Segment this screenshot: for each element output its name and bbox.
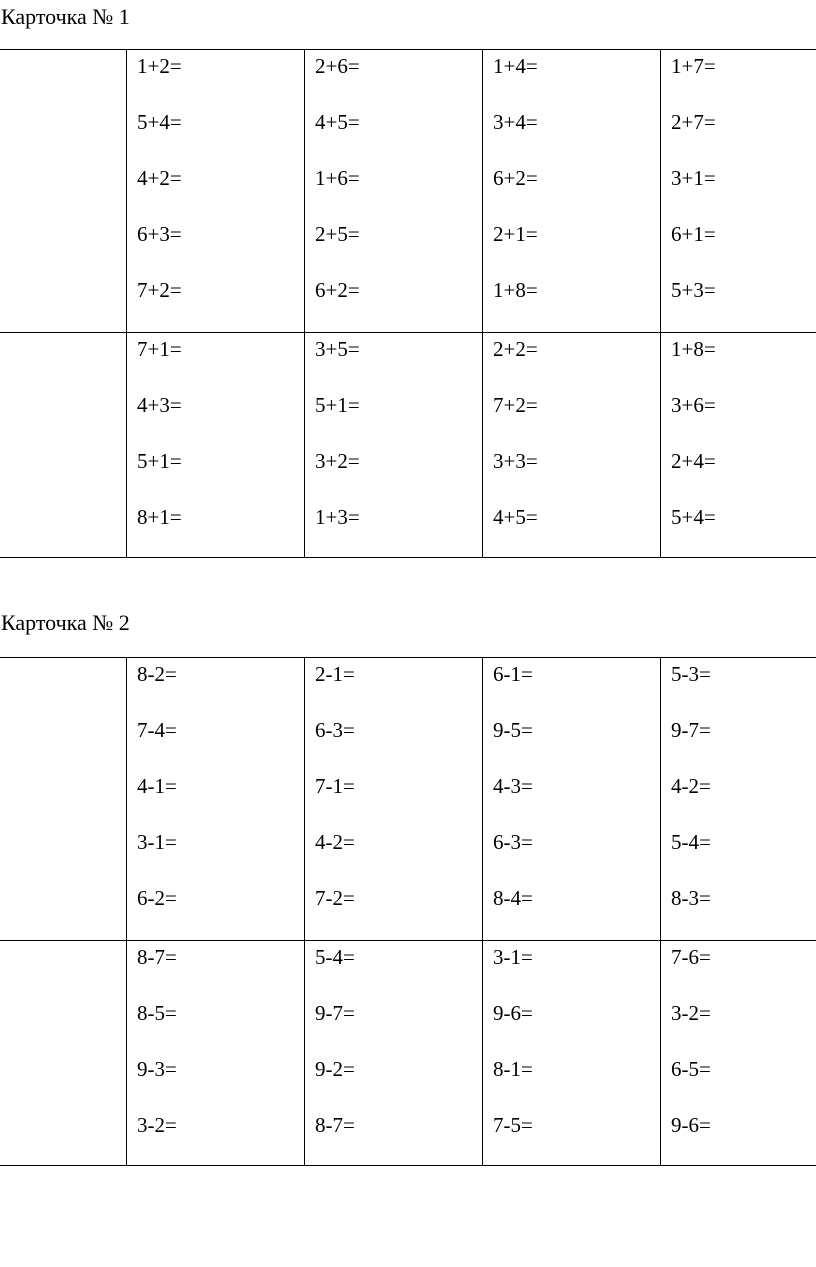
math-expression: 2+1= (493, 222, 538, 246)
math-expression: 5+3= (671, 278, 716, 302)
math-expression (0, 333, 126, 389)
math-expression: 2+4= (671, 449, 716, 473)
math-expression: 4-2= (671, 774, 711, 798)
math-expression (0, 162, 126, 218)
math-expression: 9-7= (671, 718, 711, 742)
math-expression: 9-7= (315, 1001, 355, 1025)
table-cell (305, 941, 483, 1166)
math-expression: 5-3= (671, 662, 711, 686)
math-expression: 4-1= (137, 774, 177, 798)
table-cell (483, 658, 661, 941)
math-expression: 8-7= (315, 1113, 355, 1137)
math-expression: 3+4= (493, 110, 538, 134)
math-expression (0, 218, 126, 274)
math-expression: 4-3= (493, 774, 533, 798)
math-expression (0, 882, 126, 938)
math-expression (0, 941, 126, 997)
card-2-table (0, 657, 816, 1166)
table-cell (127, 50, 305, 333)
math-expression: 7-6= (671, 945, 711, 969)
math-expression (0, 501, 126, 557)
math-expression: 1+6= (315, 166, 360, 190)
math-expression: 6-2= (137, 886, 177, 910)
math-expression: 9-5= (493, 718, 533, 742)
table-cell (127, 941, 305, 1166)
card-2-row-1 (0, 658, 816, 941)
math-expression: 5+4= (137, 110, 182, 134)
math-expression: 2-1= (315, 662, 355, 686)
table-cell (305, 333, 483, 558)
math-expression: 4+5= (315, 110, 360, 134)
math-expression: 2+6= (315, 54, 360, 78)
math-expression: 1+2= (137, 54, 182, 78)
table-cell (0, 333, 127, 558)
math-expression (0, 658, 126, 714)
card-1-row-1 (0, 50, 816, 333)
math-expression: 7-4= (137, 718, 177, 742)
math-expression: 4+2= (137, 166, 182, 190)
table-cell (661, 333, 816, 558)
math-expression: 3-1= (137, 830, 177, 854)
math-expression: 3+2= (315, 449, 360, 473)
math-expression: 7-2= (315, 886, 355, 910)
math-expression: 7+1= (137, 337, 182, 361)
table-cell (661, 941, 816, 1166)
math-expression: 1+4= (493, 54, 538, 78)
math-expression: 3+3= (493, 449, 538, 473)
table-cell (305, 50, 483, 333)
math-expression: 8-4= (493, 886, 533, 910)
math-expression (0, 50, 126, 106)
math-expression: 3+5= (315, 337, 360, 361)
table-cell (483, 50, 661, 333)
math-expression: 4+5= (493, 505, 538, 529)
math-expression: 5-4= (671, 830, 711, 854)
table-cell (127, 658, 305, 941)
math-expression: 9-2= (315, 1057, 355, 1081)
math-expression (0, 389, 126, 445)
math-expression (0, 1053, 126, 1109)
table-cell (127, 333, 305, 558)
math-expression: 6+1= (671, 222, 716, 246)
math-expression: 8+1= (137, 505, 182, 529)
math-expression: 7+2= (493, 393, 538, 417)
math-expression: 3-1= (493, 945, 533, 969)
math-expression: 7-1= (315, 774, 355, 798)
math-expression: 6+2= (315, 278, 360, 302)
table-cell (305, 658, 483, 941)
math-expression: 6-5= (671, 1057, 711, 1081)
table-cell (0, 658, 127, 941)
table-cell (483, 941, 661, 1166)
card-2-row-2 (0, 941, 816, 1166)
card-1-title: Карточка № 1 (1, 4, 130, 29)
math-expression: 5+4= (671, 505, 716, 529)
math-expression: 6+3= (137, 222, 182, 246)
math-expression: 3+6= (671, 393, 716, 417)
math-expression: 1+3= (315, 505, 360, 529)
math-expression: 6+2= (493, 166, 538, 190)
table-cell (661, 658, 816, 941)
math-expression: 5+1= (137, 449, 182, 473)
math-expression (0, 770, 126, 826)
math-expression: 2+7= (671, 110, 716, 134)
math-expression (0, 106, 126, 162)
math-expression: 5-4= (315, 945, 355, 969)
math-expression: 9-6= (493, 1001, 533, 1025)
math-expression (0, 997, 126, 1053)
math-expression (0, 714, 126, 770)
math-expression: 3-2= (671, 1001, 711, 1025)
math-expression: 8-2= (137, 662, 177, 686)
math-expression: 7-5= (493, 1113, 533, 1137)
math-expression: 8-5= (137, 1001, 177, 1025)
math-expression: 2+5= (315, 222, 360, 246)
math-expression: 5+1= (315, 393, 360, 417)
math-expression: 7+2= (137, 278, 182, 302)
table-cell (661, 50, 816, 333)
math-expression: 8-3= (671, 886, 711, 910)
math-expression (0, 1109, 126, 1165)
math-expression: 1+7= (671, 54, 716, 78)
math-expression: 1+8= (671, 337, 716, 361)
math-expression: 8-1= (493, 1057, 533, 1081)
math-expression: 3+1= (671, 166, 716, 190)
table-cell (0, 50, 127, 333)
math-expression: 2+2= (493, 337, 538, 361)
math-expression: 3-2= (137, 1113, 177, 1137)
math-expression (0, 445, 126, 501)
math-expression (0, 826, 126, 882)
math-expression: 6-3= (315, 718, 355, 742)
math-expression: 1+8= (493, 278, 538, 302)
card-1-table (0, 49, 816, 558)
math-expression (0, 274, 126, 330)
math-expression: 6-3= (493, 830, 533, 854)
math-expression: 4+3= (137, 393, 182, 417)
math-expression: 9-6= (671, 1113, 711, 1137)
math-expression: 8-7= (137, 945, 177, 969)
math-expression: 6-1= (493, 662, 533, 686)
table-cell (483, 333, 661, 558)
table-cell (0, 941, 127, 1166)
math-expression: 4-2= (315, 830, 355, 854)
math-expression: 9-3= (137, 1057, 177, 1081)
card-2-title: Карточка № 2 (1, 610, 130, 635)
card-1-row-2 (0, 333, 816, 558)
